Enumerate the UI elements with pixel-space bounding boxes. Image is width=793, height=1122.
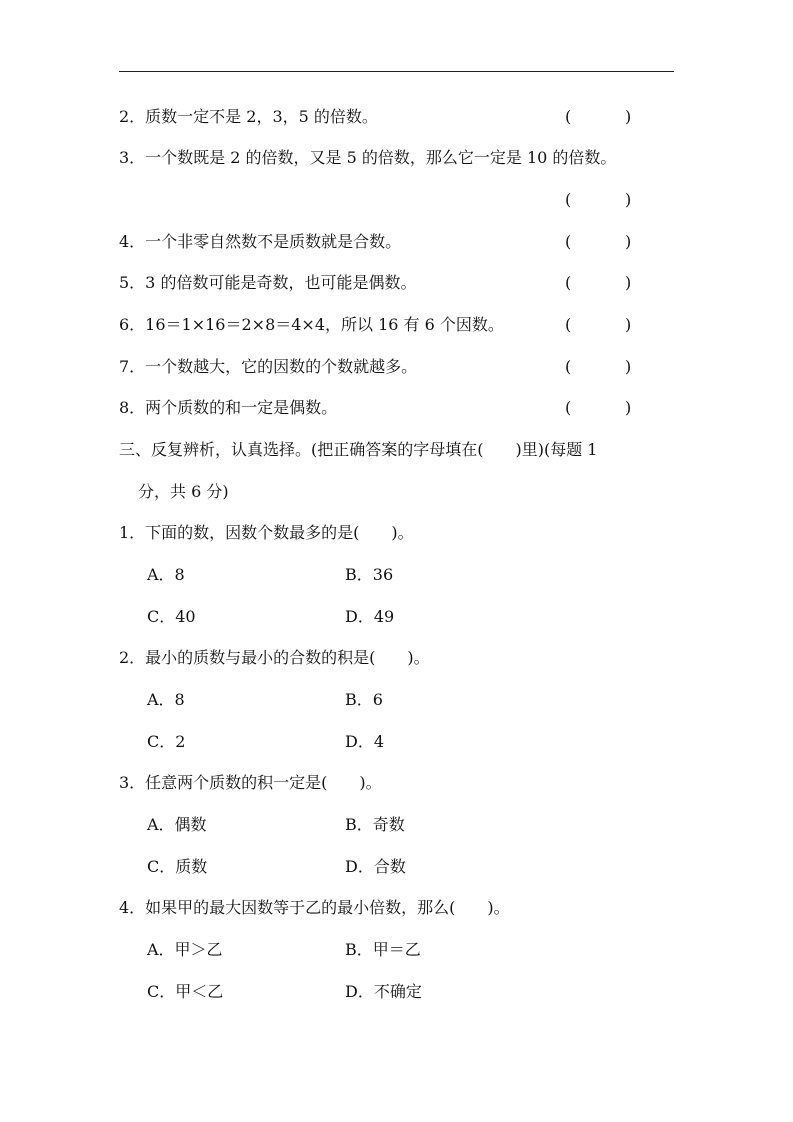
q2-option-b: B．6 xyxy=(345,690,383,709)
q4-option-d: D．不确定 xyxy=(345,982,422,1001)
judge-item-3: 3．一个数既是 2 的倍数，又是 5 的倍数，那么它一定是 10 的倍数。 xyxy=(119,148,617,167)
top-rule xyxy=(119,71,674,72)
q1-option-b: B．36 xyxy=(345,565,394,584)
q4-option-c: C．甲＜乙 xyxy=(147,982,224,1001)
q2-option-a: A．8 xyxy=(147,690,185,709)
judge-item-8: 8．两个质数的和一定是偶数。 xyxy=(119,398,338,417)
choice-question-3: 3．任意两个质数的积一定是( )。 xyxy=(119,773,382,792)
q2-option-c: C．2 xyxy=(147,732,186,751)
judge-item-4: 4．一个非零自然数不是质数就是合数。 xyxy=(119,232,402,251)
q3-option-d: D．合数 xyxy=(345,857,406,876)
q2-option-d: D．4 xyxy=(345,732,385,751)
choice-question-4: 4．如果甲的最大因数等于乙的最小倍数，那么( )。 xyxy=(119,898,510,917)
q3-option-a: A．偶数 xyxy=(147,815,207,834)
q4-option-b: B．甲＝乙 xyxy=(345,940,421,959)
choice-question-1: 1．下面的数，因数个数最多的是( )。 xyxy=(119,523,414,542)
q3-option-c: C．质数 xyxy=(147,857,208,876)
q1-option-d: D．49 xyxy=(345,607,395,626)
section-3-heading-cont: 分，共 6 分) xyxy=(138,482,229,501)
judge-item-5: 5．3 的倍数可能是奇数，也可能是偶数。 xyxy=(119,273,417,292)
choice-question-2: 2．最小的质数与最小的合数的积是( )。 xyxy=(119,648,430,667)
section-3-heading: 三、反复辨析，认真选择。(把正确答案的字母填在( )里)(每题 1 xyxy=(119,440,598,459)
q1-option-c: C．40 xyxy=(147,607,196,626)
judge-item-7: 7．一个数越大，它的因数的个数就越多。 xyxy=(119,357,418,376)
judge-item-6: 6．16＝1×16＝2×8＝4×4，所以 16 有 6 个因数。 xyxy=(119,315,504,334)
q3-option-b: B．奇数 xyxy=(345,815,405,834)
q1-option-a: A．8 xyxy=(147,565,185,584)
q4-option-a: A．甲＞乙 xyxy=(147,940,223,959)
judge-item-2: 2．质数一定不是 2，3，5 的倍数。 xyxy=(119,107,378,126)
